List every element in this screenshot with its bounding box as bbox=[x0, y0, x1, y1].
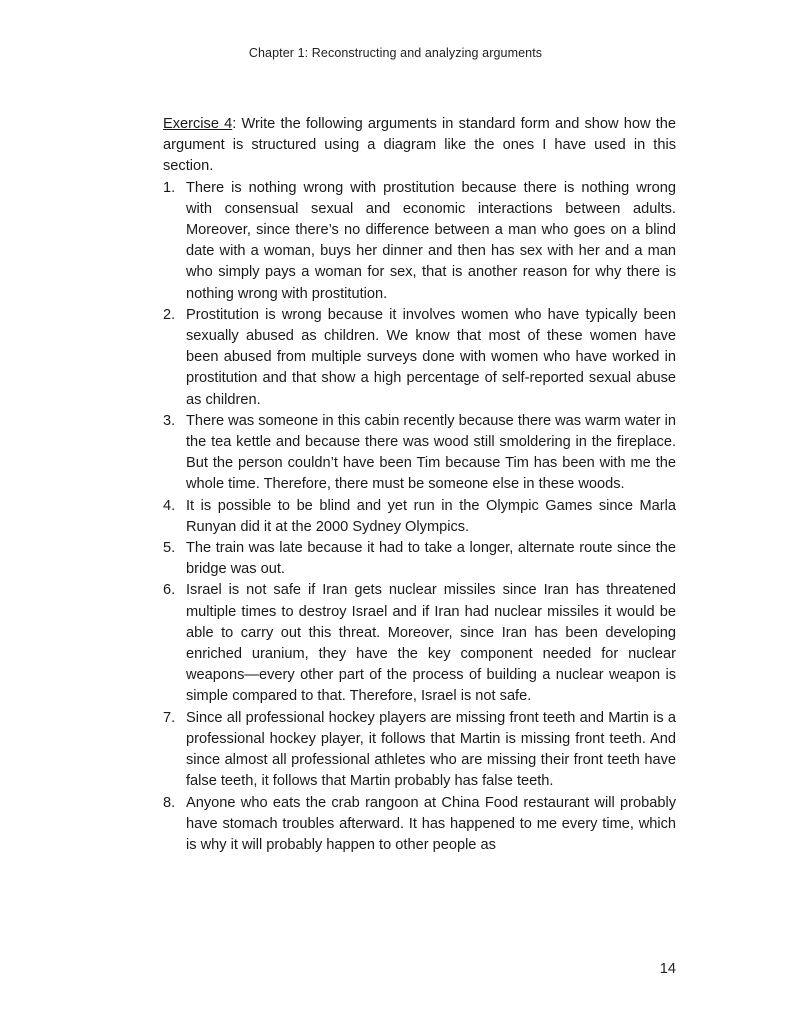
exercise-item bbox=[163, 496, 676, 538]
item-text: Since all professional hockey players are missing front teeth and Martin is a professional hockey player, it follows that Martin is missing front teeth. And since almost all professional athletes who are missing their front teeth have false teeth, it follows that Martin probably has false teeth. bbox=[186, 709, 676, 790]
exercise-item bbox=[163, 305, 676, 411]
exercise-item bbox=[163, 580, 676, 707]
item-text: There was someone in this cabin recently because there was warm water in the tea kettle and because there was wood still smoldering in the fireplace. But the person couldn’t have been Tim because Tim has been with me the whole time. Therefore, there must be someone else in these woods. bbox=[186, 412, 676, 493]
exercise-item bbox=[163, 708, 676, 793]
item-number: 7. bbox=[163, 709, 176, 726]
page-number: 14 bbox=[659, 961, 676, 977]
page-body bbox=[163, 114, 676, 856]
item-text: Israel is not safe if Iran gets nuclear missiles since Iran has threatened multiple times to destroy Israel and if Iran had nuclear missiles it would be able to carry out this threat. Moreover, since Iran has been developing enriched uranium, they have the key component needed for nuclear weapons—every other part of the process of building a nuclear weapon is simple compared to that. Therefore, Israel is not safe. bbox=[186, 582, 676, 705]
item-text: It is possible to be blind and yet run in the Olympic Games since Marla Runyan did it at the 2000 Sydney Olympics. bbox=[186, 497, 676, 535]
item-number: 3. bbox=[163, 412, 176, 429]
item-number: 2. bbox=[163, 306, 176, 323]
exercise-item bbox=[163, 178, 676, 305]
exercise-label: Exercise 4 bbox=[163, 116, 233, 132]
item-text: There is nothing wrong with prostitution because there is nothing wrong with consensual sexual and economic interactions between adults. Moreover, since there’s no difference between a man who goes on a blind date with a woman, buys her dinner and then has sex with her and a man who simply pays a woman for sex, that is another reason for why there is nothing wrong with prostitution. bbox=[186, 179, 676, 302]
item-text: Prostitution is wrong because it involves women who have typically been sexually abused as children. We know that most of these women have been abused from multiple surveys done with women who have worked in prostitution and that show a high percentage of self-reported sexual abuse as children. bbox=[186, 306, 676, 408]
exercise-list bbox=[163, 178, 676, 857]
exercise-instructions: : Write the following arguments in standard form and show how the argument is structured using a diagram like the ones I have used in this section. bbox=[163, 116, 676, 175]
item-text: The train was late because it had to take a longer, alternate route since the bridge was out. bbox=[186, 540, 676, 578]
item-number: 8. bbox=[163, 794, 176, 811]
item-number: 4. bbox=[163, 497, 176, 514]
running-header: Chapter 1: Reconstructing and analyzing arguments bbox=[248, 46, 543, 60]
exercise-item bbox=[163, 411, 676, 496]
exercise-item bbox=[163, 538, 676, 580]
item-text: Anyone who eats the crab rangoon at China Food restaurant will probably have stomach troubles afterward. It has happened to me every time, which is why it will probably happen to other people as bbox=[186, 794, 676, 853]
exercise-item bbox=[163, 793, 676, 857]
exercise-intro bbox=[163, 114, 676, 178]
item-number: 5. bbox=[163, 540, 176, 557]
item-number: 1. bbox=[163, 179, 176, 196]
item-number: 6. bbox=[163, 582, 176, 599]
